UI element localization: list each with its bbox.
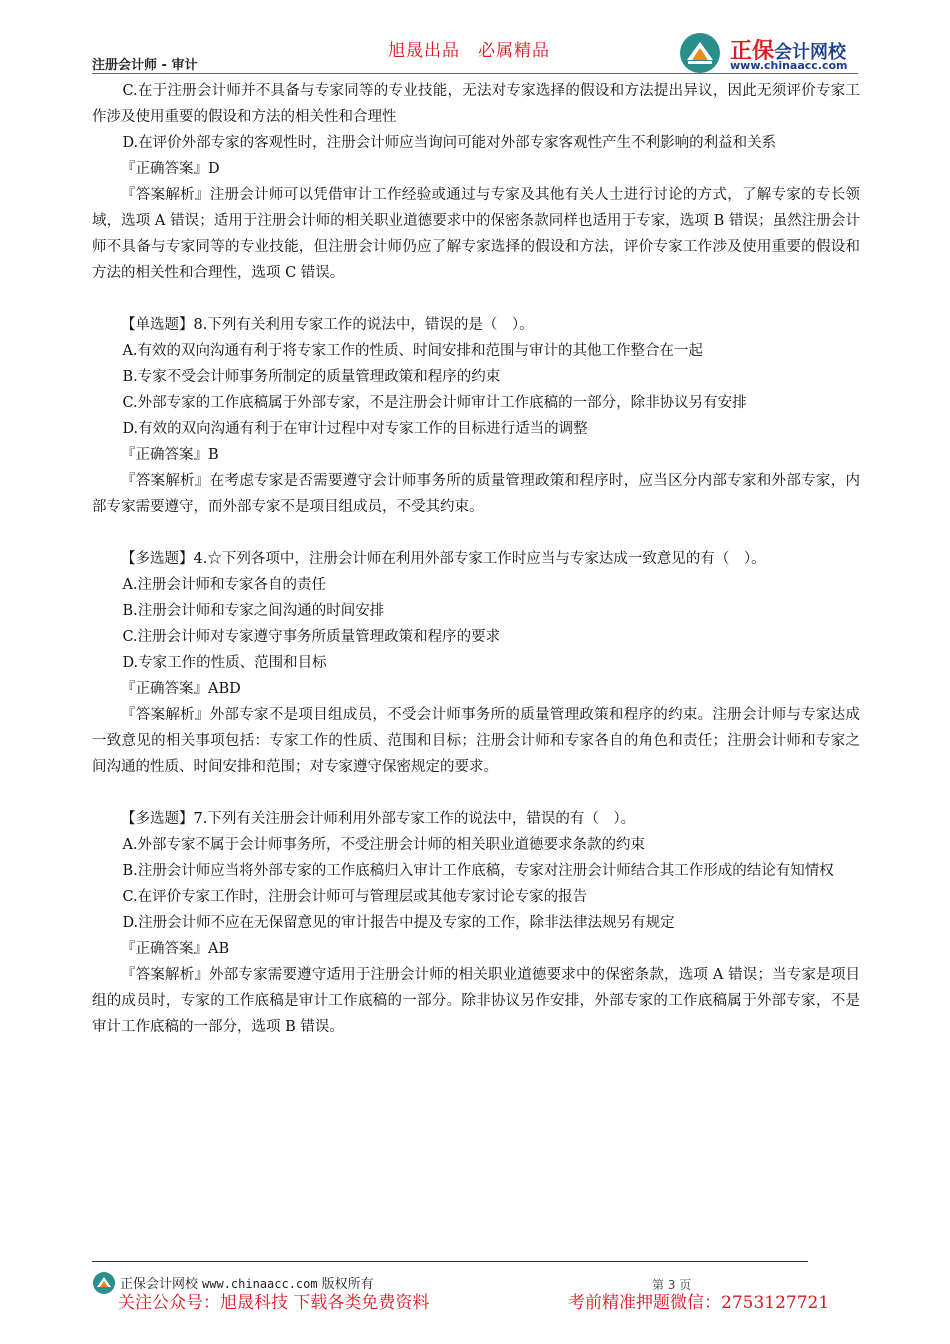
header-subject: 注册会计师 - 审计: [92, 58, 198, 73]
footer-brand: 正保会计网校: [120, 1277, 199, 1292]
promo-wechat-contact: 考前精准押题微信：2753127721: [568, 1293, 830, 1313]
option-text: D.有效的双向沟通有利于在审计过程中对专家工作的目标进行适当的调整: [122, 421, 588, 437]
option-text: A.有效的双向沟通有利于将专家工作的性质、时间安排和范围与审计的其他工作整合在一起: [122, 343, 704, 359]
page-number: 第 3 页: [652, 1278, 692, 1292]
footer-url: www.chinaacc.com: [202, 1277, 318, 1291]
document-body: [92, 78, 860, 1040]
paragraph: 『答案解析』在考虑专家是否需要遵守会计师事务所的质量管理政策和程序时，应当区分内部专家和外部专家，内部专家需要遵守，而外部专家不是项目组成员，不受其约束。: [92, 473, 860, 515]
option-text: B.注册会计师应当将外部专家的工作底稿归入审计工作底稿，专家对注册会计师结合其工作形成的结论有知情权: [122, 863, 834, 879]
paragraph: 『答案解析』外部专家不是项目组成员，不受会计师事务所的质量管理政策和程序的约束。注册会计师与专家达成一致意见的相关事项包括：专家工作的性质、范围和目标；注册会计师和专家各自的角色和责任；注册会计师和专家之间沟通的性质、时间安排和范围；对专家遵守保密规定的要求。: [92, 707, 860, 775]
option-text: A.注册会计师和专家各自的责任: [122, 577, 327, 593]
option-text: B.专家不受会计师事务所制定的质量管理政策和程序的约束: [122, 369, 501, 385]
logo-url: www.chinaacc.com: [730, 59, 848, 72]
header-slogan: [388, 36, 568, 61]
logo-emblem-icon: [678, 32, 722, 74]
slogan-part-1: 旭晟出品: [388, 41, 460, 61]
promo-wechat-account: 关注公众号：旭晟科技 下载各类免费资料: [118, 1293, 430, 1313]
paragraph: 『正确答案』D: [121, 161, 220, 177]
option-text: D.注册会计师不应在无保留意见的审计报告中提及专家的工作，除非法律法规另有规定: [122, 915, 675, 931]
header-divider: [92, 73, 858, 74]
paragraph: 『正确答案』AB: [121, 941, 230, 957]
option-text: C.在于注册会计师并不具备与专家同等的专业技能，无法对专家选择的假设和方法提出异议，因此无须评价专家工作涉及使用重要的假设和方法的相关性和合理性: [92, 83, 860, 125]
paragraph: 【多选题】7.下列有关注册会计师利用外部专家工作的说法中，错误的有（ ）。: [121, 811, 636, 827]
slogan-part-2: 必属精品: [478, 41, 550, 61]
option-text: C.外部专家的工作底稿属于外部专家，不是注册会计师审计工作底稿的一部分，除非协议另有安排: [122, 395, 747, 411]
footer-rights: 版权所有: [321, 1277, 374, 1292]
footer-divider: [92, 1261, 808, 1262]
paragraph-spacer: [92, 780, 860, 806]
paragraph: 【单选题】8.下列有关利用专家工作的说法中，错误的是（ ）。: [121, 317, 534, 333]
paragraph: 『正确答案』ABD: [121, 681, 241, 697]
paragraph: 【多选题】4.☆下列各项中，注册会计师在利用外部专家工作时应当与专家达成一致意见的有（ ）。: [121, 551, 766, 567]
chinaacc-logo: [678, 30, 878, 76]
paragraph-spacer: [92, 520, 860, 546]
option-text: C.在评价专家工作时，注册会计师可与管理层或其他专家讨论专家的报告: [122, 889, 588, 905]
logo-brand: 正保: [730, 39, 775, 64]
logo-name: 会计网校: [774, 42, 847, 63]
option-text: C.注册会计师对专家遵守事务所质量管理政策和程序的要求: [122, 629, 501, 645]
paragraph-spacer: [92, 286, 860, 312]
option-text: D.在评价外部专家的客观性时，注册会计师应当询问可能对外部专家客观性产生不利影响的利益和关系: [122, 135, 777, 151]
option-text: D.专家工作的性质、范围和目标: [122, 655, 327, 671]
option-text: B.注册会计师和专家之间沟通的时间安排: [122, 603, 385, 619]
paragraph: 『答案解析』外部专家需要遵守适用于注册会计师的相关职业道德要求中的保密条款，选项 A 错误；当专家是项目组的成员时，专家的工作底稿是审计工作底稿的一部分。除非协议另作安排，外部专家的工作底稿属于外部专家，不是审计工作底稿的一部分，选项 B 错误。: [92, 967, 860, 1035]
paragraph: 『正确答案』B: [121, 447, 219, 463]
footer-logo-icon: [92, 1271, 116, 1295]
option-text: A.外部专家不属于会计师事务所，不受注册会计师的相关职业道德要求条款的约束: [122, 837, 646, 853]
paragraph: 『答案解析』注册会计师可以凭借审计工作经验或通过与专家及其他有关人士进行讨论的方式，了解专家的专长领域，选项 A 错误；适用于注册会计师的相关职业道德要求中的保密条款同样也适用于专家，选项 B 错误；虽然注册会计师不具备与专家同等的专业技能，但注册会计师仍应了解专家选择的假设和方法，评价专家工作涉及使用重要的假设和方法的相关性和合理性，选项 C 错误。: [92, 187, 860, 281]
